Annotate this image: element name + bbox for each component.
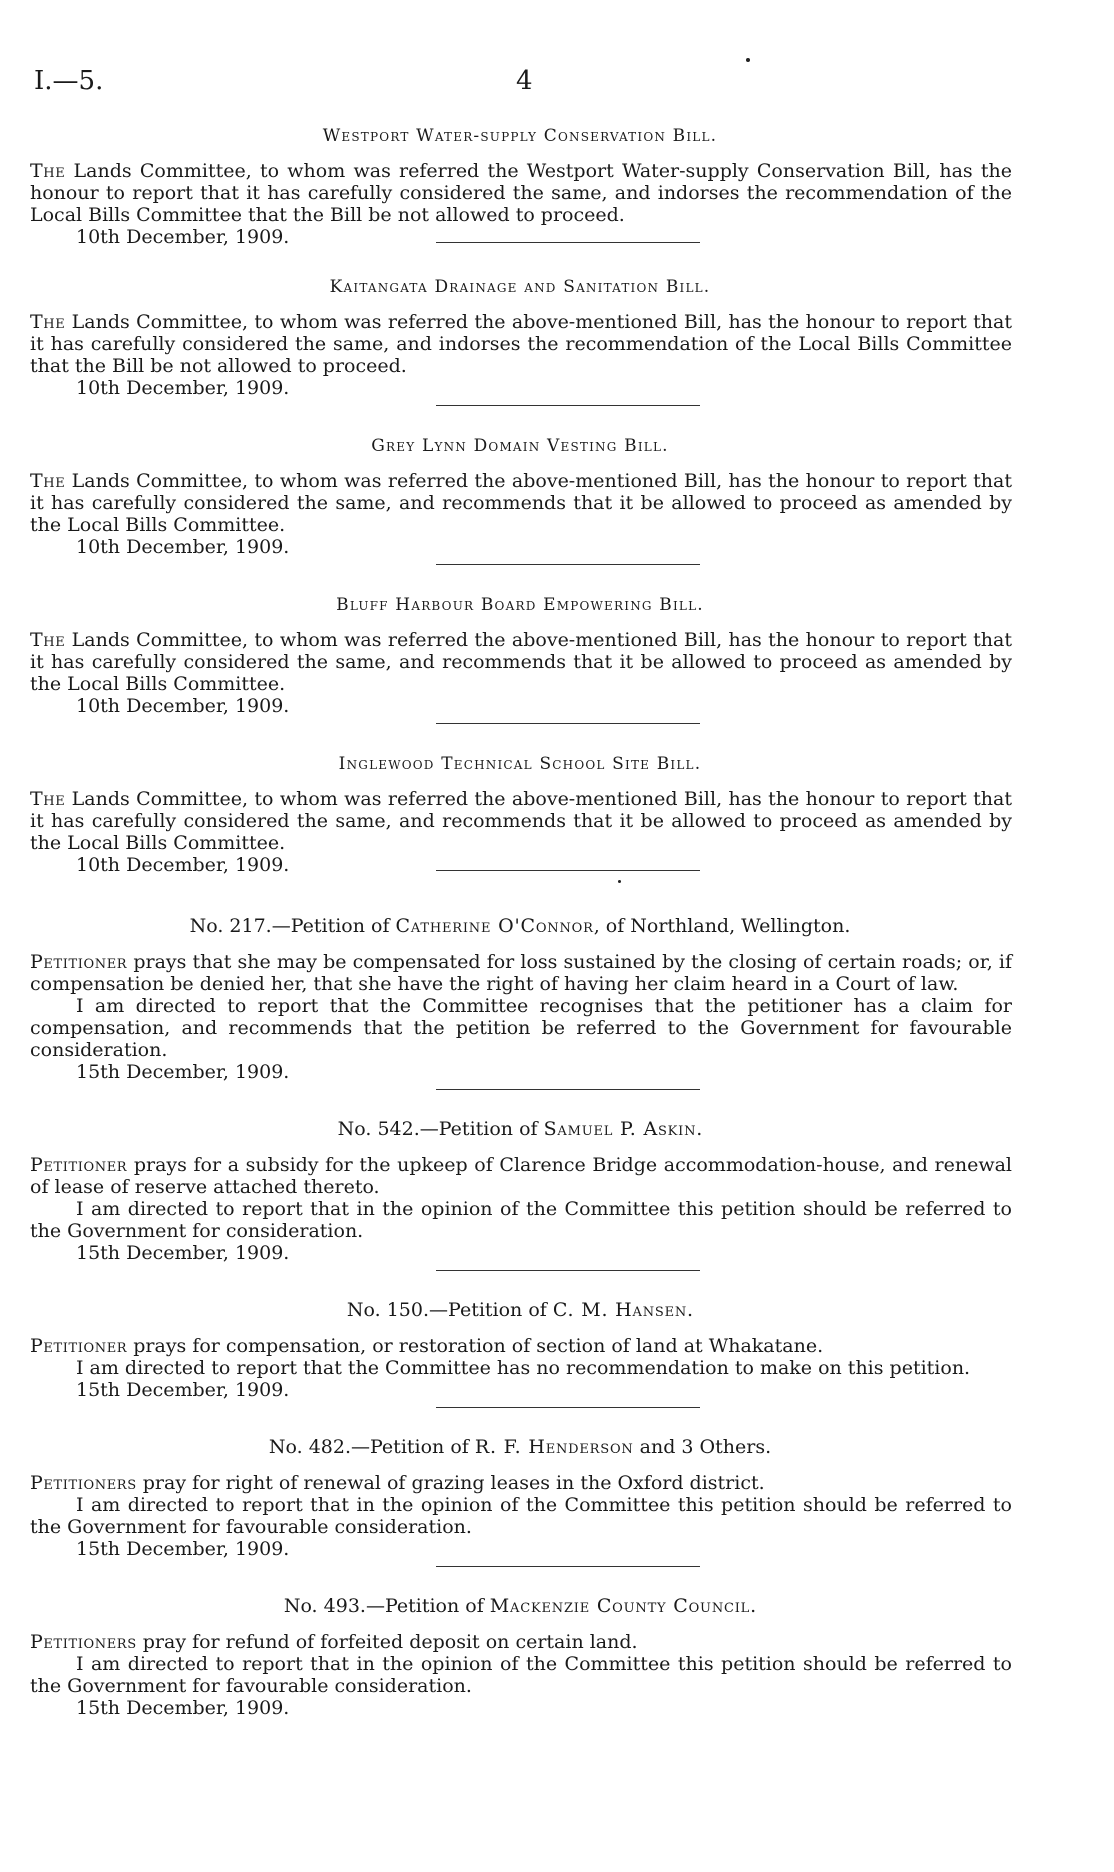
petition-prayer [28,1631,1012,1653]
divider-rule [436,1566,700,1567]
petition-heading-suffix: . [687,1299,694,1321]
print-speck [746,58,750,62]
paragraph-lead: Petitioner [30,1335,128,1357]
section-date: 10th December, 1909. [76,854,290,876]
petition-heading-suffix: . [696,1118,703,1140]
bill-section [28,277,1012,406]
bill-section [28,595,1012,724]
petitioner-name: R. F. Henderson [474,1436,634,1458]
petitioner-name: Catherine O'Connor [395,915,594,937]
petition-report: I am directed to report that in the opinion of the Committee this petition should be referred to the Government for consideration. [30,1198,1012,1242]
paragraph-lead: The [30,629,66,651]
paragraph-text: Lands Committee, to whom was referred the above-mentioned Bill, has the honour to report that it has carefully considered the same, and indorses the recommendation of the Local Bills Committee that the Bill be not allowed to proceed. [30,311,1012,377]
paragraph-lead: Petitioner [30,951,128,973]
section-date: 10th December, 1909. [76,536,290,558]
section-heading: Bluff Harbour Board Empowering Bill. [336,595,704,615]
paragraph-lead: Petitioners [30,1472,137,1494]
petition-number: No. 542.—Petition of [337,1118,544,1140]
petition-prayer [28,1154,1012,1198]
petition-section [28,915,1012,1090]
paragraph-lead: Petitioner [30,1154,128,1176]
petition-heading [28,1595,1012,1617]
petition-prayer [28,1472,1012,1494]
paragraph-lead: The [30,788,66,810]
petition-date: 15th December, 1909. [76,1242,290,1264]
paragraph-lead: The [30,470,66,492]
section-heading: Grey Lynn Domain Vesting Bill. [371,436,669,456]
section-heading: Westport Water-supply Conservation Bill. [322,126,718,146]
paragraph-lead: Petitioners [30,1631,137,1653]
petition-date: 15th December, 1909. [76,1379,290,1401]
divider-rule [436,723,700,724]
bill-section [28,754,1012,876]
paragraph-text: Lands Committee, to whom was referred the above-mentioned Bill, has the honour to report that it has carefully considered the same, and recommends that it be allowed to proceed as amended by the Local Bills Committee. [30,470,1012,536]
petitioner-name: C. M. Hansen [552,1299,688,1321]
section-paragraph [28,629,1012,695]
petition-section [28,1118,1012,1271]
paragraph-text: Lands Committee, to whom was referred the above-mentioned Bill, has the honour to report that it has carefully considered the same, and recommends that it be allowed to proceed as amended by the Local Bills Committee. [30,788,1012,854]
divider-rule [436,1270,700,1271]
petition-heading [28,915,1012,937]
section-paragraph [28,160,1012,226]
petition-heading [28,1436,1012,1458]
bill-section [28,126,1012,248]
section-heading: Kaitangata Drainage and Sanitation Bill. [329,277,711,297]
document-body [28,120,1012,1719]
petition-number: No. 217.—Petition of [189,915,396,937]
paragraph-text: prays for a subsidy for the upkeep of Clarence Bridge accommodation-house, and renewal of lease of reserve attached thereto. [30,1154,1012,1198]
section-paragraph [28,311,1012,377]
petition-report: I am directed to report that the Committee has no recommendation to make on this petition. [76,1357,971,1379]
bill-section [28,436,1012,565]
divider-rule [436,564,700,565]
petitioner-name: Mackenzie County Council [489,1595,751,1617]
paragraph-text: pray for refund of forfeited deposit on certain land. [136,1631,638,1653]
petition-number: No. 493.—Petition of [283,1595,490,1617]
petition-section [28,1436,1012,1567]
paragraph-text: pray for right of renewal of grazing leases in the Oxford district. [136,1472,765,1494]
section-date: 10th December, 1909. [76,226,290,248]
petitioner-name: Samuel P. Askin [543,1118,697,1140]
section-paragraph [28,470,1012,536]
petition-report: I am directed to report that the Committee recognises that the petitioner has a claim for compensation, and recommends that the petition be referred to the Government for favourable consideration. [30,995,1012,1061]
section-date: 10th December, 1909. [76,377,290,399]
paragraph-text: prays that she may be compensated for loss sustained by the closing of certain roads; or, if compensation be denied her, that she have the right of having her claim heard in a Court of law. [30,951,1012,995]
divider-rule [436,242,700,243]
petition-prayer [28,1335,1012,1357]
divider-rule [436,1407,700,1408]
page-number: 4 [516,66,533,96]
petition-number: No. 150.—Petition of [346,1299,553,1321]
petition-heading [28,1118,1012,1140]
divider-rule [436,870,700,871]
petition-number: No. 482.—Petition of [268,1436,475,1458]
petition-section [28,1595,1012,1719]
petition-heading-suffix: . [750,1595,757,1617]
section-heading: Inglewood Technical School Site Bill. [338,754,702,774]
paragraph-text: Lands Committee, to whom was referred the above-mentioned Bill, has the honour to report that it has carefully considered the same, and recommends that it be allowed to proceed as amended by the Local Bills Committee. [30,629,1012,695]
document-reference: I.—5. [34,66,104,96]
petition-report: I am directed to report that in the opinion of the Committee this petition should be referred to the Government for favourable consideration. [30,1653,1012,1697]
petition-report: I am directed to report that in the opinion of the Committee this petition should be referred to the Government for favourable consideration. [30,1494,1012,1538]
paragraph-text: Lands Committee, to whom was referred the Westport Water-supply Conservation Bill, has the honour to report that it has carefully considered the same, and indorses the recommendation of the Local Bills Committee that the Bill be not allowed to proceed. [30,160,1012,226]
petition-heading-suffix: and 3 Others. [633,1436,772,1458]
paragraph-text: prays for compensation, or restoration of section of land at Whakatane. [127,1335,824,1357]
petition-date: 15th December, 1909. [76,1538,290,1560]
paragraph-lead: The [30,160,66,182]
section-date: 10th December, 1909. [76,695,290,717]
divider-rule [436,1089,700,1090]
section-paragraph [28,788,1012,854]
divider-rule [436,405,700,406]
petition-date: 15th December, 1909. [76,1697,290,1719]
petition-prayer [28,951,1012,995]
petition-date: 15th December, 1909. [76,1061,290,1083]
petition-heading [28,1299,1012,1321]
petition-section [28,1299,1012,1408]
petition-heading-suffix: , of Northland, Wellington. [593,915,851,937]
paragraph-lead: The [30,311,66,333]
